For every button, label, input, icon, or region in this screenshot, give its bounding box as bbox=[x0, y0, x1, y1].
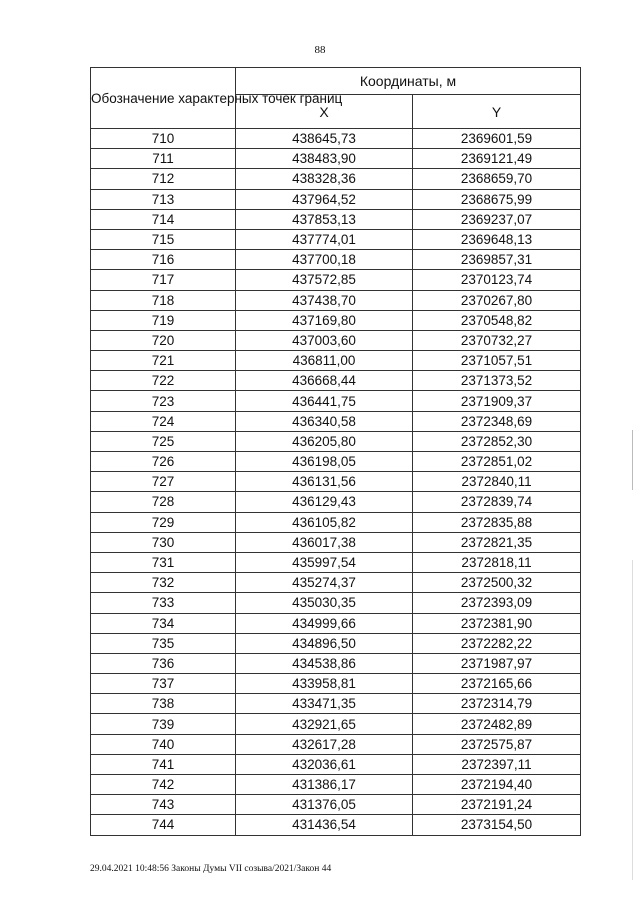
table-row bbox=[91, 775, 581, 795]
table-row bbox=[91, 512, 581, 532]
y-coordinate-cell: 2369857,31 bbox=[413, 250, 581, 270]
table-row bbox=[91, 229, 581, 249]
coordinates-header: Координаты, м bbox=[236, 68, 581, 95]
point-number-cell: 717 bbox=[91, 270, 236, 290]
point-number-cell: 715 bbox=[91, 229, 236, 249]
y-coordinate-cell: 2368659,70 bbox=[413, 169, 581, 189]
table-row bbox=[91, 149, 581, 169]
point-number-cell: 718 bbox=[91, 290, 236, 310]
x-coordinate-cell: 435997,54 bbox=[236, 552, 413, 572]
point-number-cell: 744 bbox=[91, 815, 236, 835]
table-row bbox=[91, 633, 581, 653]
point-number-cell: 713 bbox=[91, 189, 236, 209]
x-header: X bbox=[236, 95, 413, 129]
x-coordinate-cell: 436668,44 bbox=[236, 371, 413, 391]
x-coordinate-cell: 434999,66 bbox=[236, 613, 413, 633]
y-coordinate-cell: 2371373,52 bbox=[413, 371, 581, 391]
y-coordinate-cell: 2372165,66 bbox=[413, 674, 581, 694]
x-coordinate-cell: 438645,73 bbox=[236, 129, 413, 149]
x-coordinate-cell: 433958,81 bbox=[236, 674, 413, 694]
x-coordinate-cell: 435030,35 bbox=[236, 593, 413, 613]
x-coordinate-cell: 436198,05 bbox=[236, 452, 413, 472]
coordinates-table bbox=[90, 67, 581, 836]
point-number-cell: 730 bbox=[91, 532, 236, 552]
point-number-cell: 737 bbox=[91, 674, 236, 694]
y-coordinate-cell: 2371909,37 bbox=[413, 391, 581, 411]
table-row bbox=[91, 573, 581, 593]
footer-stamp: 29.04.2021 10:48:56 Законы Думы VII созыва/2021/Закон 44 bbox=[90, 864, 332, 874]
x-coordinate-cell: 436441,75 bbox=[236, 391, 413, 411]
table-row bbox=[91, 795, 581, 815]
x-coordinate-cell: 436105,82 bbox=[236, 512, 413, 532]
x-coordinate-cell: 438483,90 bbox=[236, 149, 413, 169]
point-number-cell: 716 bbox=[91, 250, 236, 270]
table-row bbox=[91, 169, 581, 189]
table-row bbox=[91, 411, 581, 431]
point-number-cell: 721 bbox=[91, 351, 236, 371]
y-coordinate-cell: 2371987,97 bbox=[413, 653, 581, 673]
point-number-cell: 732 bbox=[91, 573, 236, 593]
y-coordinate-cell: 2372282,22 bbox=[413, 633, 581, 653]
table-row bbox=[91, 431, 581, 451]
point-number-cell: 728 bbox=[91, 492, 236, 512]
point-number-cell: 727 bbox=[91, 472, 236, 492]
x-coordinate-cell: 437700,18 bbox=[236, 250, 413, 270]
x-coordinate-cell: 438328,36 bbox=[236, 169, 413, 189]
y-coordinate-cell: 2370123,74 bbox=[413, 270, 581, 290]
y-coordinate-cell: 2372852,30 bbox=[413, 431, 581, 451]
table-row bbox=[91, 492, 581, 512]
point-number-cell: 734 bbox=[91, 613, 236, 633]
point-number-cell: 722 bbox=[91, 371, 236, 391]
point-designation-header: Обозначение характерных точек границ bbox=[91, 68, 236, 129]
y-coordinate-cell: 2370732,27 bbox=[413, 330, 581, 350]
table-row bbox=[91, 613, 581, 633]
point-number-cell: 726 bbox=[91, 452, 236, 472]
table-row bbox=[91, 694, 581, 714]
y-coordinate-cell: 2369601,59 bbox=[413, 129, 581, 149]
y-coordinate-cell: 2368675,99 bbox=[413, 189, 581, 209]
table-row bbox=[91, 552, 581, 572]
y-coordinate-cell: 2372821,35 bbox=[413, 532, 581, 552]
point-number-cell: 729 bbox=[91, 512, 236, 532]
table-row bbox=[91, 714, 581, 734]
scan-edge-mark bbox=[632, 430, 633, 490]
table-row bbox=[91, 734, 581, 754]
table-row bbox=[91, 472, 581, 492]
point-number-cell: 735 bbox=[91, 633, 236, 653]
table-row bbox=[91, 330, 581, 350]
table-row bbox=[91, 189, 581, 209]
table-row bbox=[91, 209, 581, 229]
x-coordinate-cell: 437853,13 bbox=[236, 209, 413, 229]
x-coordinate-cell: 436017,38 bbox=[236, 532, 413, 552]
y-coordinate-cell: 2372500,32 bbox=[413, 573, 581, 593]
x-coordinate-cell: 437774,01 bbox=[236, 229, 413, 249]
x-coordinate-cell: 437572,85 bbox=[236, 270, 413, 290]
x-coordinate-cell: 437438,70 bbox=[236, 290, 413, 310]
table-row bbox=[91, 310, 581, 330]
point-number-cell: 720 bbox=[91, 330, 236, 350]
y-coordinate-cell: 2370267,80 bbox=[413, 290, 581, 310]
y-coordinate-cell: 2369121,49 bbox=[413, 149, 581, 169]
table-row bbox=[91, 129, 581, 149]
point-number-cell: 725 bbox=[91, 431, 236, 451]
x-coordinate-cell: 437964,52 bbox=[236, 189, 413, 209]
scan-edge-mark bbox=[632, 560, 633, 880]
y-coordinate-cell: 2372314,79 bbox=[413, 694, 581, 714]
y-coordinate-cell: 2372482,89 bbox=[413, 714, 581, 734]
table-row bbox=[91, 815, 581, 835]
point-number-cell: 739 bbox=[91, 714, 236, 734]
x-coordinate-cell: 434896,50 bbox=[236, 633, 413, 653]
point-number-cell: 723 bbox=[91, 391, 236, 411]
point-number-cell: 711 bbox=[91, 149, 236, 169]
table-row bbox=[91, 532, 581, 552]
y-coordinate-cell: 2372194,40 bbox=[413, 775, 581, 795]
table-row bbox=[91, 351, 581, 371]
x-coordinate-cell: 432617,28 bbox=[236, 734, 413, 754]
table-row bbox=[91, 371, 581, 391]
x-coordinate-cell: 431386,17 bbox=[236, 775, 413, 795]
y-coordinate-cell: 2371057,51 bbox=[413, 351, 581, 371]
x-coordinate-cell: 432921,65 bbox=[236, 714, 413, 734]
x-coordinate-cell: 436811,00 bbox=[236, 351, 413, 371]
y-coordinate-cell: 2372818,11 bbox=[413, 552, 581, 572]
y-coordinate-cell: 2372575,87 bbox=[413, 734, 581, 754]
point-number-cell: 712 bbox=[91, 169, 236, 189]
y-coordinate-cell: 2372191,24 bbox=[413, 795, 581, 815]
y-coordinate-cell: 2372393,09 bbox=[413, 593, 581, 613]
point-number-cell: 731 bbox=[91, 552, 236, 572]
point-number-cell: 710 bbox=[91, 129, 236, 149]
y-coordinate-cell: 2372840,11 bbox=[413, 472, 581, 492]
y-coordinate-cell: 2372381,90 bbox=[413, 613, 581, 633]
page-number: 88 bbox=[314, 44, 326, 56]
table-body bbox=[91, 129, 581, 836]
y-coordinate-cell: 2372348,69 bbox=[413, 411, 581, 431]
x-coordinate-cell: 432036,61 bbox=[236, 754, 413, 774]
table-row bbox=[91, 653, 581, 673]
x-coordinate-cell: 431436,54 bbox=[236, 815, 413, 835]
x-coordinate-cell: 431376,05 bbox=[236, 795, 413, 815]
table-row bbox=[91, 270, 581, 290]
table-row bbox=[91, 391, 581, 411]
y-coordinate-cell: 2373154,50 bbox=[413, 815, 581, 835]
x-coordinate-cell: 435274,37 bbox=[236, 573, 413, 593]
table-header bbox=[91, 68, 581, 129]
table-row bbox=[91, 754, 581, 774]
point-number-cell: 724 bbox=[91, 411, 236, 431]
table-row bbox=[91, 250, 581, 270]
y-coordinate-cell: 2370548,82 bbox=[413, 310, 581, 330]
point-number-cell: 733 bbox=[91, 593, 236, 613]
point-number-cell: 719 bbox=[91, 310, 236, 330]
x-coordinate-cell: 434538,86 bbox=[236, 653, 413, 673]
point-number-cell: 741 bbox=[91, 754, 236, 774]
y-coordinate-cell: 2369237,07 bbox=[413, 209, 581, 229]
x-coordinate-cell: 436131,56 bbox=[236, 472, 413, 492]
y-coordinate-cell: 2372851,02 bbox=[413, 452, 581, 472]
point-number-cell: 736 bbox=[91, 653, 236, 673]
x-coordinate-cell: 436205,80 bbox=[236, 431, 413, 451]
x-coordinate-cell: 436340,58 bbox=[236, 411, 413, 431]
point-number-cell: 714 bbox=[91, 209, 236, 229]
table-row bbox=[91, 290, 581, 310]
point-number-cell: 740 bbox=[91, 734, 236, 754]
x-coordinate-cell: 437003,60 bbox=[236, 330, 413, 350]
y-coordinate-cell: 2369648,13 bbox=[413, 229, 581, 249]
x-coordinate-cell: 437169,80 bbox=[236, 310, 413, 330]
y-coordinate-cell: 2372839,74 bbox=[413, 492, 581, 512]
table-row bbox=[91, 593, 581, 613]
x-coordinate-cell: 436129,43 bbox=[236, 492, 413, 512]
point-number-cell: 743 bbox=[91, 795, 236, 815]
y-coordinate-cell: 2372397,11 bbox=[413, 754, 581, 774]
table-row bbox=[91, 674, 581, 694]
point-number-cell: 738 bbox=[91, 694, 236, 714]
y-coordinate-cell: 2372835,88 bbox=[413, 512, 581, 532]
y-header: Y bbox=[413, 95, 581, 129]
point-number-cell: 742 bbox=[91, 775, 236, 795]
x-coordinate-cell: 433471,35 bbox=[236, 694, 413, 714]
table-row bbox=[91, 452, 581, 472]
